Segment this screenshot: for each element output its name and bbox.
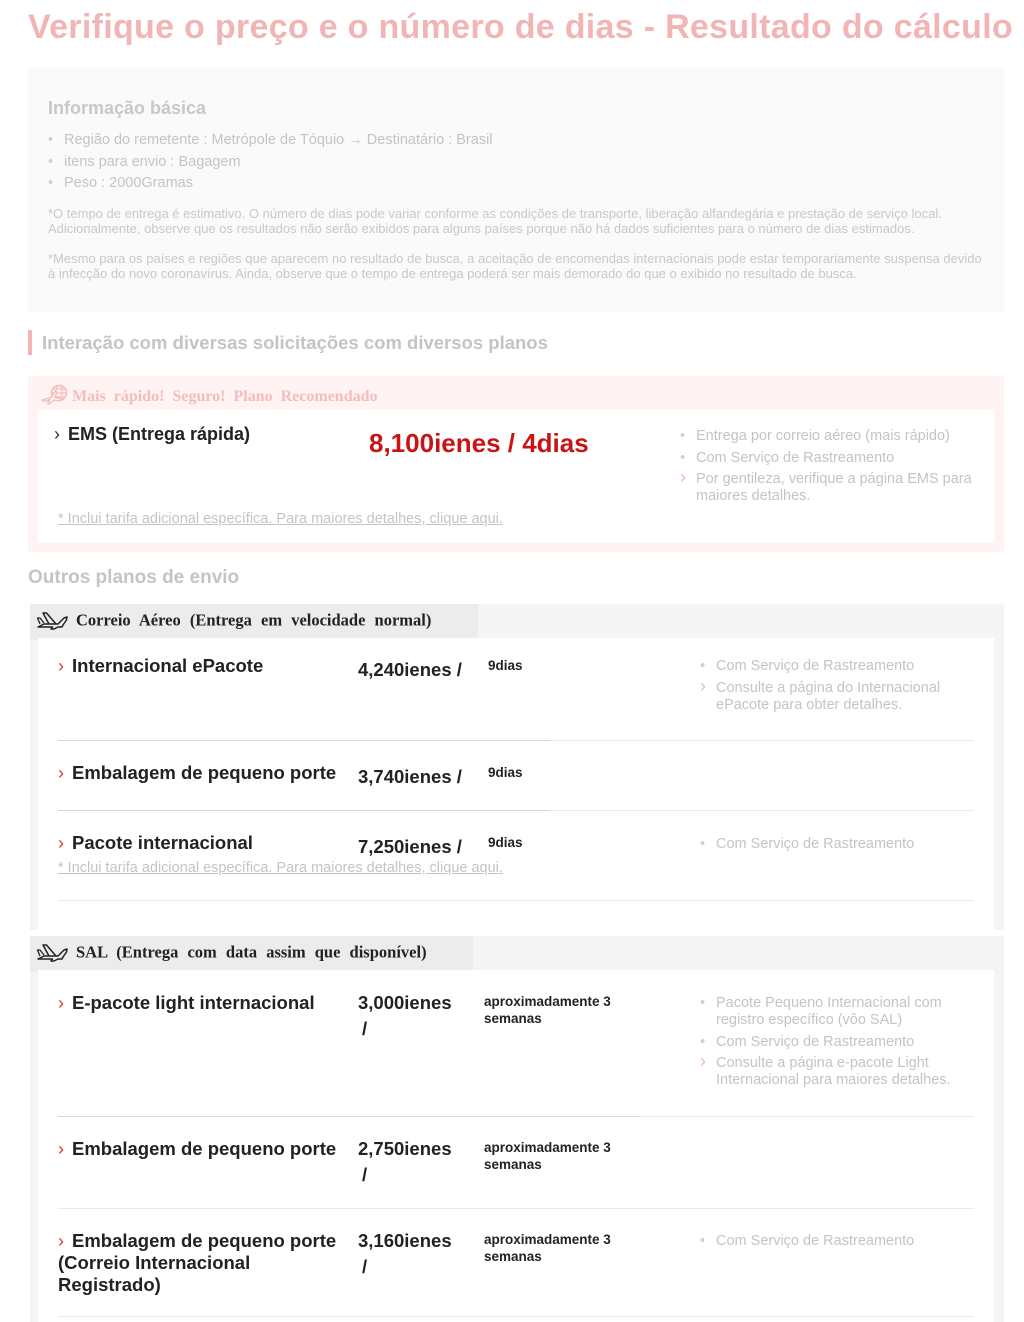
plan-days: aproximadamente 3 semanas bbox=[484, 994, 611, 1026]
plan-features bbox=[700, 836, 970, 858]
ems-plan-name-text: EMS (Entrega rápida) bbox=[68, 424, 251, 444]
plan-price: 3,000ienes bbox=[358, 992, 452, 1013]
page-title: Verifique o preço e o número de dias - Resultado do cálculo bbox=[28, 8, 1014, 46]
plan-price-separator: / bbox=[362, 1164, 368, 1185]
recommended-plan-header bbox=[40, 384, 377, 411]
plan-price-separator: / bbox=[362, 1256, 368, 1277]
globe-plane-icon bbox=[40, 384, 70, 411]
parcel-surcharge-link[interactable]: * Inclui tarifa adicional específica. Para maiores detalhes, clique aqui. bbox=[58, 860, 503, 876]
basic-info-list bbox=[48, 130, 493, 195]
sal-plans bbox=[38, 970, 994, 1322]
recommended-plan-header-text: Mais rápido! Seguro! Plano Recomendado bbox=[72, 388, 378, 406]
plan-feature-item: • Pacote Pequeno Internacional com registro específico (vôo SAL) bbox=[700, 995, 970, 1029]
chevron-right-icon: › bbox=[58, 763, 64, 783]
section-title: Interação com diversas solicitações com diversos planos bbox=[28, 330, 548, 355]
plan-details-link[interactable]: › Consulte a página do Internacional ePacote para obter detalhes. bbox=[700, 680, 970, 714]
delivery-time-note: *O tempo de entrega é estimativo. O número de dias pode variar conforme as condições de transporte, liberação alfandegária e prestação de serviço local. Adicionalmente, observe que os resultados não serão exibidos para alguns países porque não há dados suficientes para o número de dias estimados. bbox=[48, 206, 942, 236]
ems-plan-price: 8,100ienes / 4dias bbox=[369, 428, 589, 458]
plan-days: 9dias bbox=[488, 765, 523, 780]
airplane-icon bbox=[36, 940, 72, 967]
chevron-right-icon: › bbox=[58, 993, 64, 1013]
plan-days: aproximadamente 3 semanas bbox=[484, 1232, 611, 1264]
plan-price: 7,250ienes / bbox=[358, 836, 462, 857]
plan-features bbox=[700, 995, 970, 1094]
plan-name-text: Embalagem de pequeno porte bbox=[72, 1138, 337, 1159]
row-divider bbox=[58, 810, 549, 811]
plan-name-registered-mail[interactable] bbox=[58, 1230, 358, 1296]
air-mail-plans bbox=[38, 638, 994, 930]
ems-surcharge-link[interactable]: * Inclui tarifa adicional específica. Para maiores detalhes, clique aqui. bbox=[58, 511, 503, 527]
air-mail-tab-label: Correio Aéreo (Entrega em velocidade normal) bbox=[76, 610, 432, 630]
plan-name-epacote[interactable] bbox=[58, 655, 348, 677]
chevron-right-icon: › bbox=[58, 1139, 64, 1159]
row-divider bbox=[549, 810, 974, 811]
ems-feature-item: • Com Serviço de Rastreamento bbox=[680, 450, 980, 467]
sal-tab bbox=[30, 936, 473, 972]
plan-features bbox=[700, 658, 970, 718]
basic-info-title: Informação básica bbox=[48, 98, 207, 118]
plan-name-text: Internacional ePacote bbox=[72, 655, 264, 676]
plan-price: 3,740ienes / bbox=[358, 766, 462, 787]
plan-name-text: Embalagem de pequeno porte (Correio Internacional Registrado) bbox=[58, 1230, 337, 1295]
row-divider bbox=[58, 1316, 974, 1317]
chevron-right-icon: › bbox=[58, 656, 64, 676]
info-item-region: • Região do remetente : Metrópole de Tóquio → Destinatário : Brasil bbox=[48, 130, 493, 152]
plan-name-text: Pacote internacional bbox=[72, 832, 253, 853]
plan-feature-item: • Com Serviço de Rastreamento bbox=[700, 1034, 970, 1051]
airplane-icon bbox=[36, 608, 72, 635]
ems-plan-card bbox=[38, 410, 994, 542]
chevron-right-icon: › bbox=[58, 833, 64, 853]
plan-feature-item: • Com Serviço de Rastreamento bbox=[700, 658, 970, 675]
sal-group bbox=[30, 936, 1004, 1322]
ems-features bbox=[680, 428, 980, 510]
row-divider bbox=[58, 1116, 641, 1117]
plan-name-text: E-pacote light internacional bbox=[72, 992, 315, 1013]
plan-details-link[interactable]: › Consulte a página e-pacote Light Internacional para maiores detalhes. bbox=[700, 1055, 970, 1089]
plan-days: 9dias bbox=[488, 835, 523, 850]
row-divider bbox=[550, 740, 974, 741]
plan-features bbox=[700, 1233, 970, 1255]
plan-name-epacote-light[interactable] bbox=[58, 992, 358, 1014]
plan-name-international-parcel[interactable] bbox=[58, 832, 348, 854]
info-item-items: • itens para envio : Bagagem bbox=[48, 152, 493, 174]
ems-details-link[interactable]: › Por gentileza, verifique a página EMS para maiores detalhes. bbox=[680, 471, 980, 505]
ems-feature-item: • Entrega por correio aéreo (mais rápido) bbox=[680, 428, 980, 445]
recommended-plan-panel bbox=[28, 376, 1004, 552]
plan-price: 4,240ienes / bbox=[358, 659, 462, 680]
other-plans-title: Outros planos de envio bbox=[28, 567, 240, 588]
plan-price: 2,750ienes bbox=[358, 1138, 452, 1159]
plan-name-small-package-sal[interactable] bbox=[58, 1138, 358, 1160]
plan-feature-item: • Com Serviço de Rastreamento bbox=[700, 836, 970, 853]
row-divider bbox=[58, 1208, 974, 1209]
basic-info-panel bbox=[28, 68, 1004, 312]
info-item-weight: • Peso : 2000Gramas bbox=[48, 173, 493, 195]
row-divider bbox=[58, 740, 550, 741]
row-divider bbox=[58, 900, 974, 901]
air-mail-tab bbox=[30, 604, 478, 640]
plan-days: 9dias bbox=[488, 658, 523, 673]
plan-price-separator: / bbox=[362, 1018, 368, 1039]
plan-feature-item: • Com Serviço de Rastreamento bbox=[700, 1233, 970, 1250]
plan-days: aproximadamente 3 semanas bbox=[484, 1140, 611, 1172]
row-divider bbox=[641, 1116, 974, 1117]
plan-name-small-package[interactable] bbox=[58, 762, 358, 784]
plan-price: 3,160ienes bbox=[358, 1230, 452, 1251]
coronavirus-note: *Mesmo para os países e regiões que aparecem no resultado de busca, a aceitação de encomendas internacionais pode estar temporariamente suspensa devido à infecção do novo coronavírus. Ainda, observe que o tempo de entrega poderá ser mais demorado do que o exibido no resultado de busca. bbox=[48, 251, 982, 281]
chevron-right-icon: › bbox=[58, 1231, 64, 1251]
ems-plan-name[interactable] bbox=[54, 424, 250, 445]
plan-name-text: Embalagem de pequeno porte bbox=[72, 762, 337, 783]
sal-tab-label: SAL (Entrega com data assim que disponível) bbox=[76, 942, 427, 962]
chevron-right-icon: › bbox=[54, 424, 60, 444]
air-mail-group bbox=[30, 604, 1004, 930]
